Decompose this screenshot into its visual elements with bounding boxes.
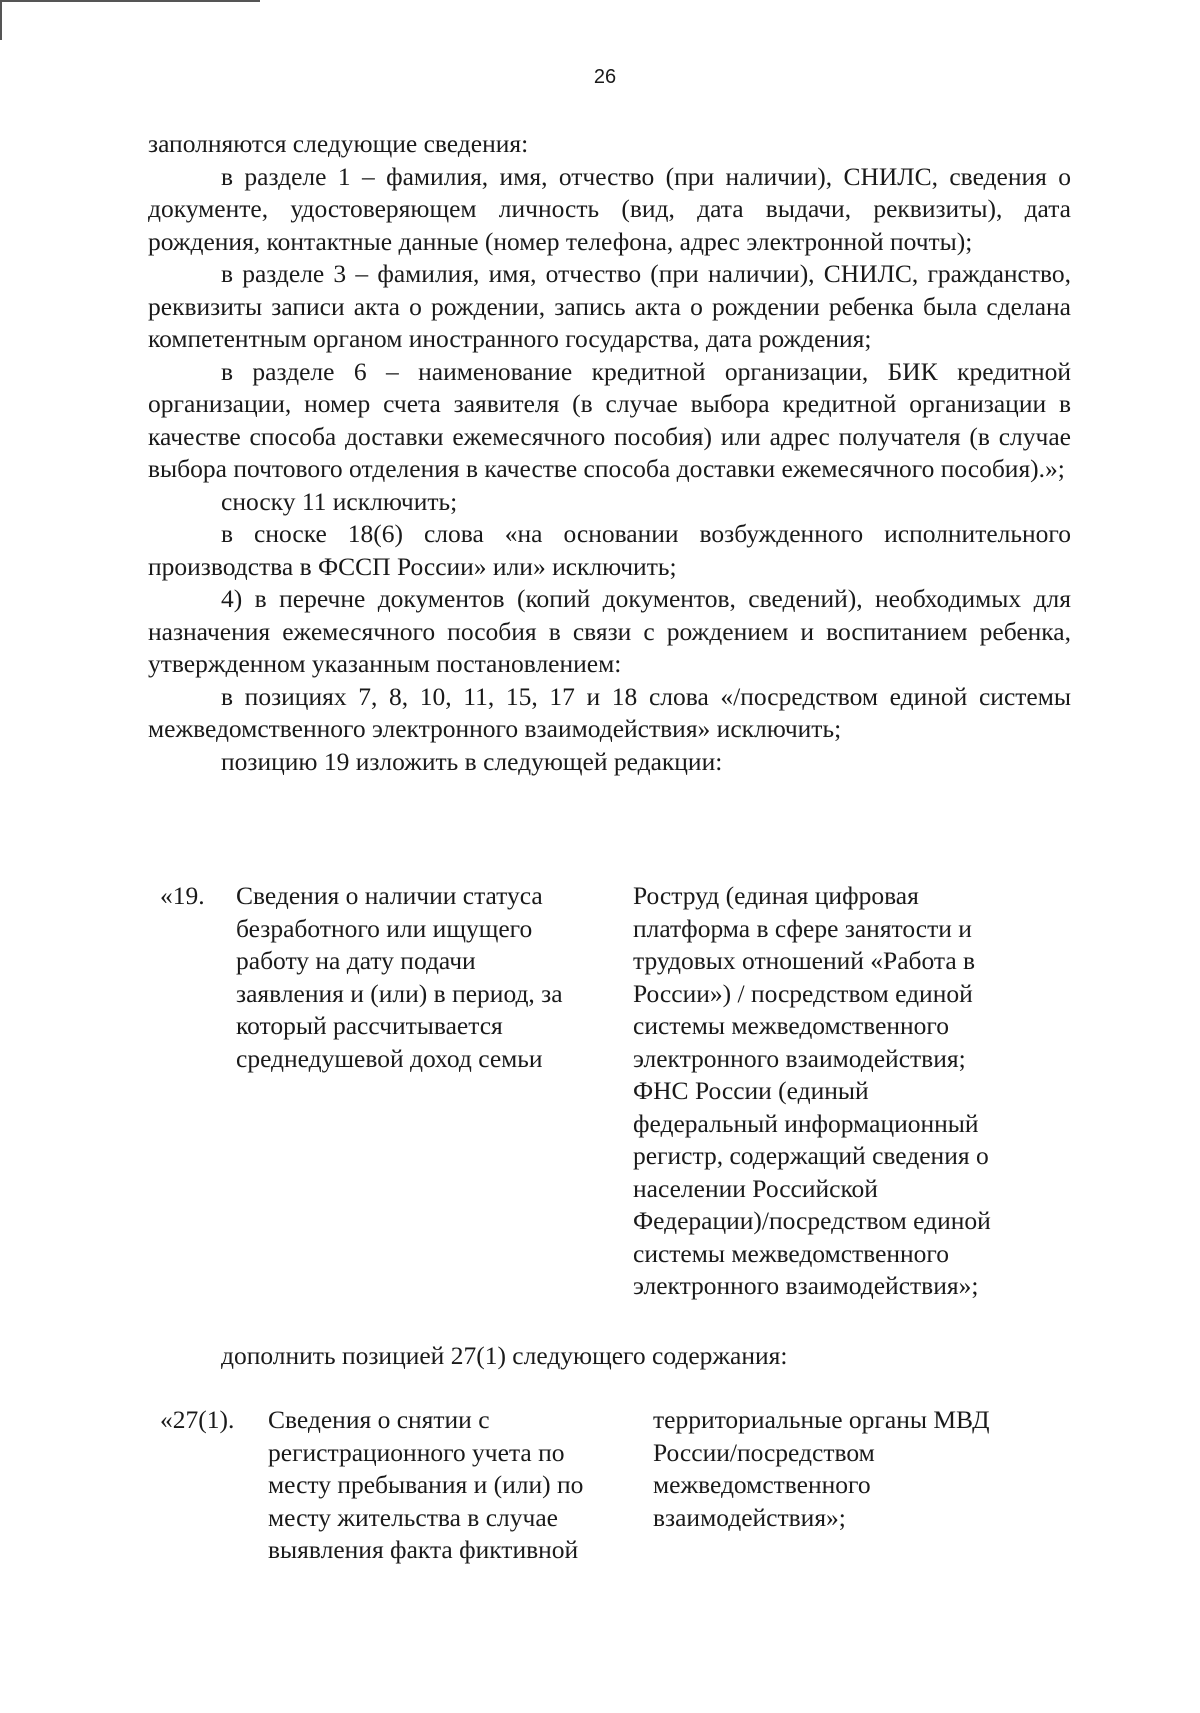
position-19-source-line: электронного взаимодействия; xyxy=(633,1043,966,1073)
position-27-1-source-line: России/посредством xyxy=(653,1437,875,1467)
paragraph-position-19-intro: позицию 19 изложить в следующей редакции: xyxy=(221,746,723,776)
position-19-description-line: который рассчитывается xyxy=(236,1011,503,1040)
document-body xyxy=(148,128,1071,778)
position-19-source-line: Роструд (единая цифровая xyxy=(633,881,919,910)
paragraph-section-6: в разделе 6 – наименование кредитной организации, БИК кредитной организации, номер счета заявителя (в случае выбора кредитной организации в качестве способа доставки ежемесячного пособия) или адрес получателя (в случае выбора почтового отделения в качестве способа доставки ежемесячного пособия).»; xyxy=(148,356,1071,483)
position-19-description-line: работу на дату подачи xyxy=(236,946,476,975)
position-19-source-line: трудовых отношений «Работа в xyxy=(633,946,976,975)
position-19-source-line: системы межведомственного xyxy=(633,1238,949,1268)
position-19-description-line: заявления и (или) в период, за xyxy=(236,978,563,1008)
paragraph-footnote-18-6: в сноске 18(6) слова «на основании возбужденного исполнительного производства в ФССП России» или» исключить; xyxy=(148,519,1071,581)
position-19-source xyxy=(633,880,1023,1303)
position-19-source-line: регистр, содержащий сведения о xyxy=(633,1141,989,1170)
addition-intro: дополнить позицией 27(1) следующего содержания: xyxy=(221,1341,788,1370)
position-27-1-description-line: месту пребывания и (или) по xyxy=(268,1470,584,1499)
scan-border-left xyxy=(0,0,2,40)
position-19-source-line: электронного взаимодействия»; xyxy=(633,1271,979,1300)
position-27-1-source-line: межведомственного xyxy=(653,1470,871,1499)
position-19-description-line: безработного или ищущего xyxy=(236,913,533,943)
position-27-1-number: «27(1). xyxy=(160,1405,235,1434)
paragraph-intro: заполняются следующие сведения: xyxy=(148,129,529,158)
paragraph-footnote-11: сноску 11 исключить; xyxy=(221,486,458,516)
position-27-1-source-line: территориальные органы МВД xyxy=(653,1405,990,1434)
position-19-number: «19. xyxy=(160,881,205,910)
position-27-1-source xyxy=(653,1404,1043,1534)
position-19-source-line: ФНС России (единый xyxy=(633,1076,869,1105)
position-27-1-source-line: взаимодействия»; xyxy=(653,1502,846,1532)
scan-border-top xyxy=(0,0,260,2)
position-19-source-line: населении Российской xyxy=(633,1173,878,1203)
paragraph-section-3: в разделе 3 – фамилия, имя, отчество (при наличии), СНИЛС, гражданство, реквизиты записи акта о рождении, запись акта о рождении ребенка была сделана компетентным органом иностранного государства, дата рождения; xyxy=(148,259,1071,353)
position-19-description-line: Сведения о наличии статуса xyxy=(236,881,543,910)
position-19-source-line: платформа в сфере занятости и xyxy=(633,913,972,943)
position-19-source-line: России») / посредством единой xyxy=(633,978,973,1008)
paragraph-positions: в позициях 7, 8, 10, 11, 15, 17 и 18 слова «/посредством единой системы межведомственного электронного взаимодействия» исключить; xyxy=(148,681,1071,743)
paragraph-section-1: в разделе 1 – фамилия, имя, отчество (при наличии), СНИЛС, сведения о документе, удостоверяющем личность (вид, дата выдачи, реквизиты), дата рождения, контактные данные (номер телефона, адрес электронной почты); xyxy=(148,161,1071,256)
position-27-1-description-line: Сведения о снятии с xyxy=(268,1405,490,1434)
page-number: 26 xyxy=(593,66,617,88)
position-19-description xyxy=(236,880,606,1075)
position-27-1-description-line: выявления факта фиктивной xyxy=(268,1535,579,1564)
position-27-1-description-line: регистрационного учета по xyxy=(268,1437,565,1467)
position-19-source-line: федеральный информационный xyxy=(633,1108,979,1138)
position-19-source-line: системы межведомственного xyxy=(633,1011,949,1040)
paragraph-item-4: 4) в перечне документов (копий документов, сведений), необходимых для назначения ежемесячного пособия в связи с рождением и воспитанием ребенка, утвержденном указанным постановлением: xyxy=(148,584,1071,678)
position-19-description-line: среднедушевой доход семьи xyxy=(236,1043,543,1073)
position-27-1-description-line: месту жительства в случае xyxy=(268,1502,558,1532)
position-19-source-line: Федерации)/посредством единой xyxy=(633,1206,991,1235)
position-27-1-description xyxy=(268,1404,628,1567)
